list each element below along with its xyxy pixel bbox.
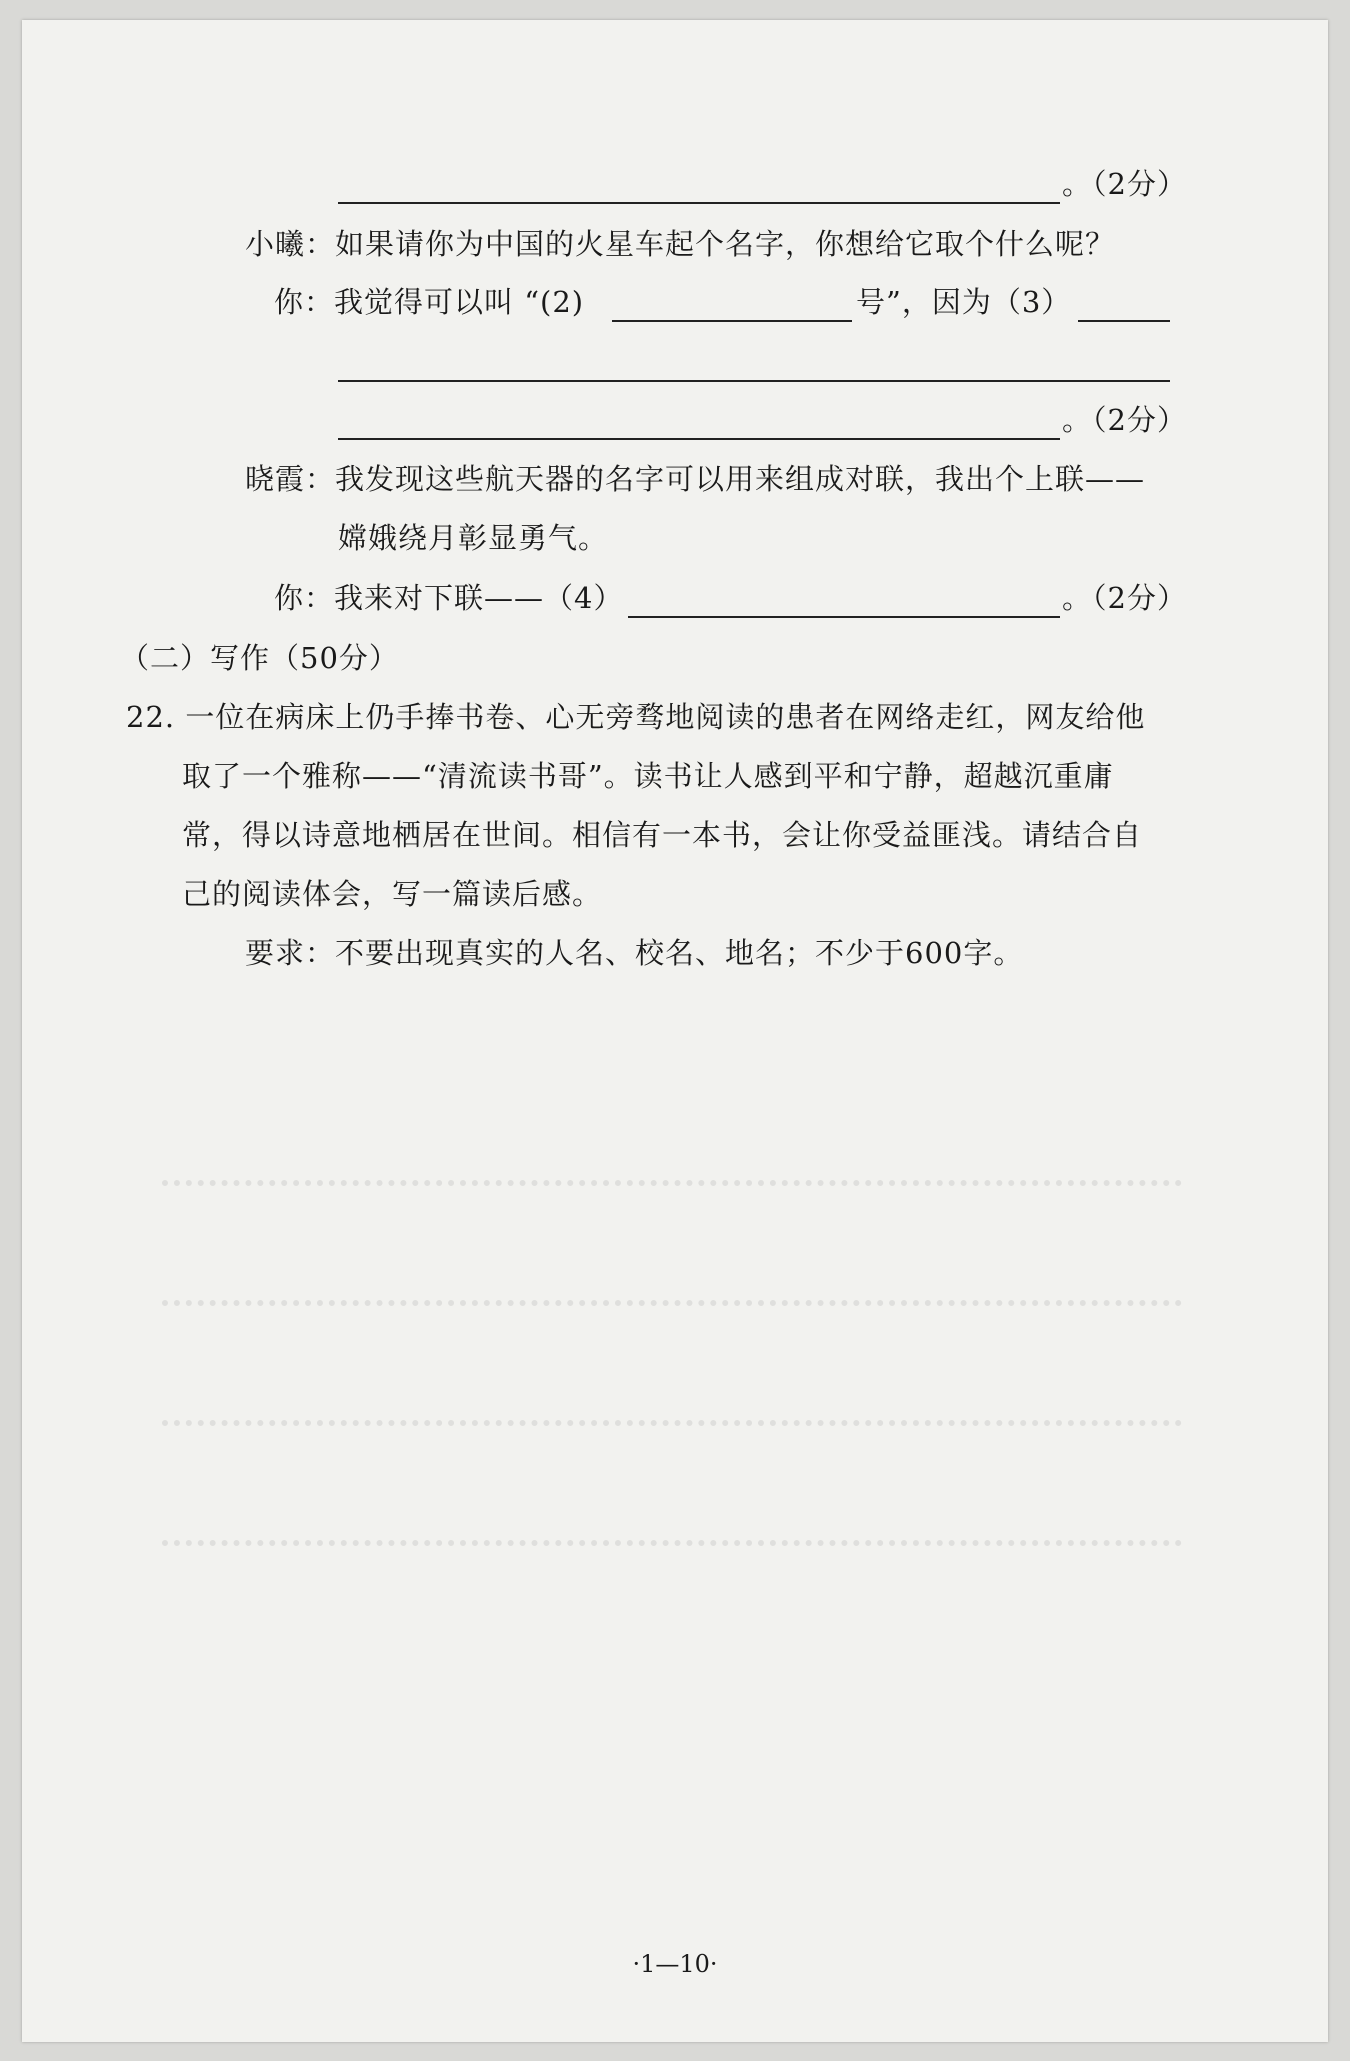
question-text: 22. 一位在病床上仍手捧书卷、心无旁骛地阅读的患者在网络走红，网友给他 <box>126 700 1146 734</box>
show-through-mark <box>162 1540 1182 1552</box>
answer-blank-2[interactable] <box>612 320 852 322</box>
show-through-mark <box>162 1300 1182 1312</box>
show-through-mark <box>162 1180 1182 1192</box>
page-number: ·1—10· <box>632 1950 718 1978</box>
dialogue-line: 号”，因为（3） <box>856 285 1072 319</box>
answer-blank-3-continued[interactable] <box>338 380 1170 382</box>
couplet-upper: 嫦娥绕月彰显勇气。 <box>338 521 609 555</box>
exam-page <box>22 20 1328 2042</box>
show-through-mark <box>162 1420 1182 1432</box>
answer-blank-3-end[interactable] <box>338 438 1060 440</box>
answer-blank-1[interactable] <box>338 202 1060 204</box>
dialogue-line: 小曦：如果请你为中国的火星车起个名字，你想给它取个什么呢？ <box>245 227 1116 261</box>
section-heading: （二）写作（50分） <box>120 641 399 675</box>
dialogue-line: 晓霞：我发现这些航天器的名字可以用来组成对联，我出个上联—— <box>245 462 1146 496</box>
dialogue-line: 你：我来对下联——（4） <box>274 581 624 615</box>
answer-blank-4[interactable] <box>628 616 1060 618</box>
score-label: 。（2分） <box>1062 403 1187 437</box>
question-text: 己的阅读体会，写一篇读后感。 <box>182 877 603 911</box>
dialogue-line: 你：我觉得可以叫 “(2) <box>274 285 585 319</box>
question-text: 取了一个雅称——“清流读书哥”。读书让人感到平和宁静，超越沉重庸 <box>182 759 1114 793</box>
score-label: 。（2分） <box>1062 581 1187 615</box>
score-label: 。（2分） <box>1062 167 1187 201</box>
requirement-text: 要求：不要出现真实的人名、校名、地名；不少于600字。 <box>245 936 1024 970</box>
question-text: 常，得以诗意地栖居在世间。相信有一本书，会让你受益匪浅。请结合自 <box>182 818 1143 852</box>
answer-blank-3[interactable] <box>1078 320 1170 322</box>
